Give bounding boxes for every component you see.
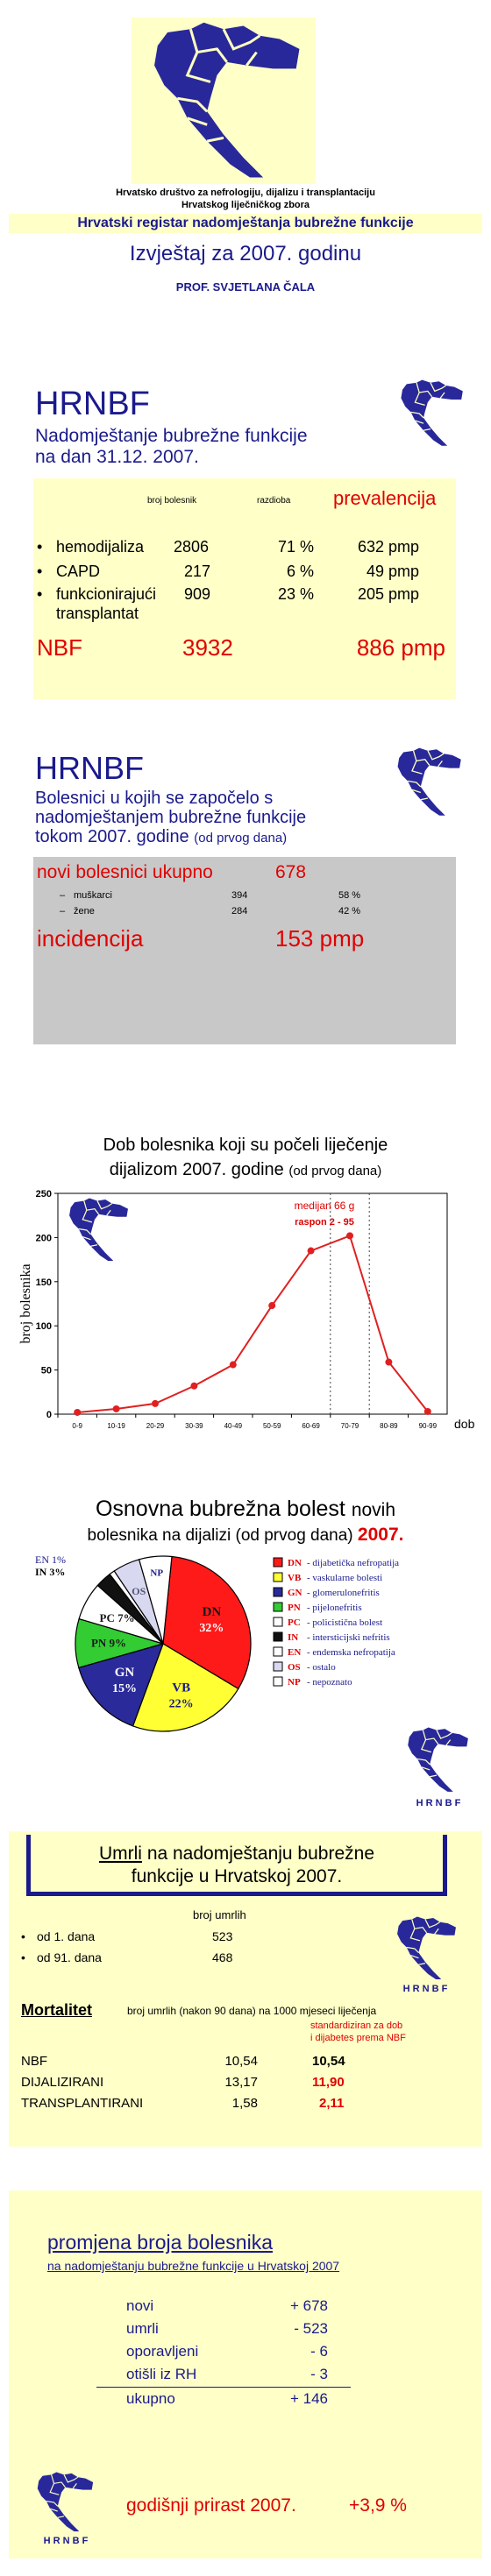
pie-label-np: NP [150, 1568, 164, 1579]
legend-code: PC [288, 1617, 301, 1628]
std-line2: i dijabetes prema NBF [310, 2033, 406, 2043]
x-tick-label: 50-59 [262, 1422, 281, 1430]
age-line-chart [0, 1186, 491, 1449]
row-label: otišli iz RH [126, 2366, 197, 2382]
y-tick-label: 50 [40, 1365, 52, 1376]
row-pct: 23 % [277, 585, 314, 603]
change-title: promjena broja bolesnika [47, 2231, 273, 2254]
row-label: DIJALIZIRANI [21, 2075, 104, 2090]
pie-label-pn: PN 9% [90, 1636, 127, 1650]
total-count: 3932 [182, 634, 233, 661]
pie-label-dn: DN [202, 1605, 222, 1620]
legend-swatch [274, 1632, 282, 1641]
row-label: muškarci [74, 890, 113, 901]
croatia-map-icon [140, 19, 307, 184]
slide-incidence [0, 745, 491, 1078]
slide2-subtitle-line2: nadomještanjem bubrežne funkcije [35, 808, 307, 827]
row-value: - 523 [294, 2320, 328, 2337]
mortality-heading: Mortalitet [21, 2001, 92, 2019]
row-pmp: 205 pmp [357, 585, 419, 603]
author: PROF. SVJETLANA ČALA [175, 280, 316, 294]
pie-label-en: EN 1% [35, 1553, 66, 1566]
society-line2: Hrvatskog liječničkog zbora [181, 200, 310, 210]
table-row [21, 2096, 389, 2113]
std-line1: standardiziran za dob [310, 2020, 403, 2031]
row-pct: 71 % [277, 538, 314, 556]
data-point [190, 1383, 197, 1390]
chart-title-line1: Dob bolesnika koji su počeli liječenje [103, 1136, 388, 1155]
row-value: - 3 [310, 2366, 328, 2382]
total-value: + 146 [289, 2390, 328, 2407]
slide-patient-change [0, 2190, 491, 2558]
prevalence-table [33, 478, 456, 699]
row-pct: 58 % [338, 890, 361, 901]
hrnbf-label: H R N B F [402, 1984, 448, 1994]
deaths-col-header: broj umrlih [193, 1908, 246, 1921]
row-label: žene [74, 906, 95, 916]
table-row [126, 2297, 337, 2315]
y-tick-label: 200 [35, 1233, 52, 1244]
pie-label-os: OS [132, 1585, 146, 1598]
slide1-title: HRNBF [35, 386, 150, 422]
legend-code: DN [288, 1558, 302, 1568]
legend-label: - policistična bolest [307, 1617, 383, 1628]
total-row [126, 2390, 337, 2408]
y-tick-label: 100 [35, 1321, 52, 1333]
legend-code: OS [288, 1662, 301, 1673]
row-label: funkcionirajući [56, 585, 157, 603]
growth-value: +3,9 % [349, 2495, 407, 2516]
mortality-desc: broj umrlih (nakon 90 dana) na 1000 mjeseci liječenja [127, 2005, 377, 2017]
y-tick-label: 150 [35, 1277, 52, 1288]
row-label: oporavljeni [126, 2343, 199, 2360]
legend-label: - vaskularne bolesti [307, 1573, 383, 1583]
row-std: 2,11 [319, 2096, 345, 2111]
x-tick-label: 60-69 [302, 1422, 320, 1430]
table-row [126, 2343, 337, 2360]
age-chart-section [0, 1127, 491, 1460]
col-header-prevalence: prevalencija [333, 487, 437, 509]
legend-code: PN [288, 1603, 301, 1613]
table-row [126, 2366, 337, 2383]
legend-swatch [274, 1647, 282, 1656]
incidence-box [33, 857, 456, 1044]
row-label: umrli [126, 2320, 159, 2337]
header-section [0, 0, 491, 324]
croatia-map-icon [395, 379, 466, 449]
row-value: + 678 [289, 2297, 328, 2314]
slide-prevalence [0, 377, 491, 727]
row-label: TRANSPLANTIRANI [21, 2096, 144, 2111]
slide2-subtitle-line1: Bolesnici u kojih se započelo s [35, 789, 274, 808]
legend-code: IN [288, 1632, 299, 1643]
row-label-cont: transplantat [56, 605, 139, 622]
x-axis-label: dob [454, 1417, 475, 1431]
slide1-subtitle-line2: na dan 31.12. 2007. [35, 447, 199, 467]
legend-swatch [274, 1558, 282, 1567]
data-point [230, 1362, 237, 1369]
y-tick-label: 250 [35, 1189, 52, 1200]
hrnbf-label: H R N B F [43, 2536, 89, 2546]
table-row: – žene 284 42 % [60, 906, 361, 916]
mortality-title-line2: funkcije u Hrvatskoj 2007. [131, 1866, 343, 1886]
chart-title-line2: dijalizom 2007. godine (od prvog dana) [109, 1160, 382, 1179]
society-line1: Hrvatsko društvo za nefrologiju, dijalizu i transplantaciju [116, 188, 375, 198]
data-point [113, 1405, 120, 1412]
row-count: 284 [231, 906, 248, 916]
row-raw: 10,54 [224, 2054, 258, 2069]
row-raw: 13,17 [224, 2075, 258, 2090]
y-axis-label: broj bolesnika [18, 1263, 33, 1344]
croatia-map-icon [32, 2471, 96, 2534]
growth-label: godišnji prirast 2007. [126, 2495, 296, 2516]
row-count: 394 [231, 890, 248, 901]
row-count: 217 [183, 563, 210, 580]
pie-label-pc: PC 7% [99, 1610, 135, 1624]
pie-label-vb: VB [172, 1681, 191, 1695]
table-row [126, 2320, 337, 2338]
slide-mortality [0, 1831, 491, 2155]
incidence-label: incidencija [37, 925, 144, 952]
row-value: 523 [212, 1929, 233, 1943]
table-row [21, 2075, 389, 2092]
table-row: • od 1. dana 523 [21, 1929, 233, 1943]
legend-code: VB [288, 1573, 302, 1583]
legend-swatch [274, 1603, 282, 1611]
table-row [21, 2054, 389, 2071]
legend-label: - nepoznato [307, 1677, 352, 1688]
row-std: 10,54 [312, 2054, 345, 2069]
x-tick-label: 80-89 [380, 1422, 398, 1430]
data-point [74, 1409, 81, 1416]
x-tick-label: 40-49 [224, 1422, 243, 1430]
pie-label-gn: 15% [112, 1681, 138, 1695]
row-pmp: 632 pmp [357, 538, 419, 556]
data-point [424, 1408, 431, 1415]
legend-swatch [274, 1573, 282, 1582]
legend-label: - pijelonefritis [307, 1603, 362, 1613]
legend-label: - dijabetička nefropatija [307, 1558, 400, 1568]
pie-chart-section [0, 1490, 491, 1822]
x-tick-label: 70-79 [340, 1422, 359, 1430]
disease-pie-chart [0, 1551, 491, 1752]
col-header-distribution: razdioba [257, 496, 291, 506]
data-point [268, 1302, 275, 1309]
total-label: NBF [37, 634, 82, 661]
x-tick-label: 30-39 [185, 1422, 203, 1430]
legend-label: - intersticijski nefritis [307, 1632, 390, 1643]
row-raw: 1,58 [231, 2096, 258, 2111]
col-header-patients: broj bolesnik [147, 496, 197, 506]
mortality-title-line1: Umrli na nadomještanju bubrežne [98, 1844, 375, 1864]
row-pct: 6 % [286, 563, 314, 580]
row-label: od 1. dana [37, 1929, 96, 1943]
legend-code: EN [288, 1647, 302, 1658]
table-row: • hemodijaliza 2806 71 % 632 pmp [37, 538, 419, 556]
legend-label: - glomerulonefritis [307, 1588, 380, 1598]
row-label: od 91. dana [37, 1950, 102, 1964]
hrnbf-label: H R N B F [416, 1798, 461, 1808]
total-pmp: 886 pmp [356, 634, 445, 661]
legend-code: GN [288, 1588, 302, 1598]
data-point [346, 1232, 353, 1239]
change-subtitle: na nadomještanju bubrežne funkcije u Hrvatskoj 2007 [47, 2259, 340, 2273]
registry-title: Hrvatski registar nadomještanja bubrežne funkcije [9, 214, 482, 233]
legend-swatch [274, 1662, 282, 1671]
table-row: • CAPD 217 6 % 49 pmp [37, 563, 419, 580]
row-pmp: 49 pmp [366, 563, 419, 580]
table-row: • funkcionirajući transplantat 909 23 % 205 pmp [37, 585, 419, 622]
pie-label-gn: GN [114, 1665, 135, 1680]
slide2-subtitle-line3: tokom 2007. godine (od prvog dana) [35, 827, 288, 846]
x-tick-label: 20-29 [146, 1422, 165, 1430]
legend-swatch [274, 1617, 282, 1626]
legend-label: - ostalo [307, 1662, 336, 1673]
slide2-title: HRNBF [35, 750, 144, 786]
pie-title-line1: Osnovna bubrežna bolest novih [95, 1497, 396, 1521]
y-tick-label: 0 [46, 1410, 52, 1420]
row-std: 11,90 [312, 2075, 345, 2090]
croatia-map-icon [402, 1726, 472, 1794]
range-annotation: raspon 2 - 95 [295, 1217, 354, 1228]
report-title: Izvještaj za 2007. godinu [129, 242, 362, 265]
row-label: CAPD [56, 563, 101, 580]
slide1-subtitle-line1: Nadomještanje bubrežne funkcije [35, 426, 308, 446]
x-tick-label: 0-9 [72, 1422, 82, 1430]
legend-code: NP [288, 1677, 301, 1688]
row-label: NBF [21, 2054, 47, 2069]
table-row: • od 91. dana 468 [21, 1950, 233, 1964]
legend-swatch [274, 1588, 282, 1596]
pie-label-vb: 22% [168, 1697, 194, 1711]
data-point [308, 1248, 315, 1255]
row-pct: 42 % [338, 906, 361, 916]
row-label: hemodijaliza [56, 538, 145, 556]
row-value: - 6 [310, 2343, 328, 2360]
plot-area [58, 1193, 447, 1414]
row-label: novi [126, 2297, 154, 2314]
legend-label: - endemska nefropatija [307, 1647, 395, 1658]
row-value: 468 [212, 1950, 233, 1964]
new-patients-label: novi bolesnici ukupno [37, 862, 213, 882]
legend-swatch [274, 1677, 282, 1686]
total-row [33, 634, 456, 664]
row-count: 909 [183, 585, 210, 603]
pie-title-line2: bolesnika na dijalizi (od prvog dana) 2007. [87, 1525, 404, 1545]
incidence-value: 153 pmp [275, 925, 365, 952]
new-patients-total: 678 [275, 862, 307, 882]
total-divider [96, 2387, 351, 2388]
croatia-map-icon [391, 1915, 459, 1982]
pie-label-in: IN 3% [35, 1566, 66, 1578]
x-tick-label: 10-19 [107, 1422, 125, 1430]
total-label: ukupno [126, 2390, 175, 2407]
median-annotation: medijan 66 g [294, 1200, 355, 1212]
data-point [385, 1359, 392, 1366]
pie-label-dn: 32% [199, 1622, 224, 1636]
row-count: 2806 [174, 538, 210, 556]
data-point [152, 1400, 159, 1407]
x-tick-label: 90-99 [418, 1422, 438, 1430]
table-row: – muškarci 394 58 % [60, 890, 361, 901]
croatia-map-icon [391, 747, 465, 818]
